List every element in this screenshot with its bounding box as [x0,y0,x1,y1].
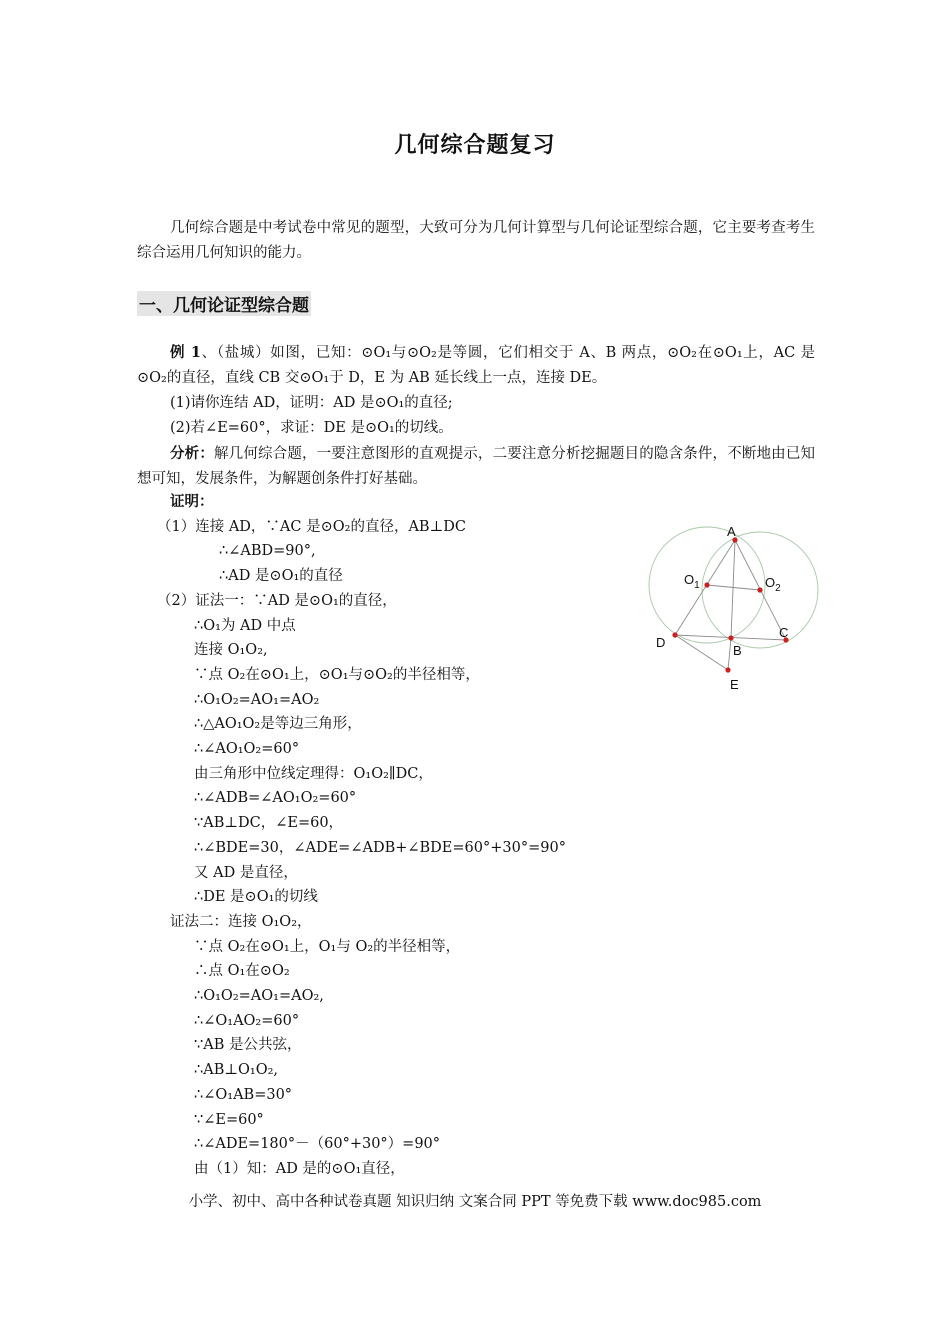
proof-line: ∵AB⊥DC，∠E=60， [194,815,344,832]
proof [137,490,657,1182]
proof-line: ∴O₁O₂=AO₁=AO₂, [194,988,324,1005]
segment-be [728,638,731,670]
page-title: 几何综合题复习 [394,133,556,158]
geometry-figure [640,518,830,698]
label-b: B [733,643,742,658]
proof-line: ∴∠ADE=180°－（60°+30°）=90° [194,1136,441,1153]
intro-paragraph: 几何综合题是中考试卷中常见的题型，大致可分为几何计算型与几何论证型综合题，它主要考查考生综合运用几何知识的能力。 [137,220,815,261]
footer: 小学、初中、高中各种试卷真题 知识归纳 文案合同 PPT 等免费下载 www.doc985.com [188,1194,762,1210]
proof-line: ∵AB 是公共弦， [194,1037,302,1054]
proof-line: ∴O₁为 AD 中点 [194,617,296,634]
label-o1: $O_1$ [684,572,700,591]
proof-line: ∵点 O₂在⊙O₁上，O₁与 O₂的半径相等， [194,938,461,955]
point-o2 [757,587,762,592]
example-1 [137,340,815,492]
segment-ab [731,540,735,638]
proof-line: ∴DE 是⊙O₁的切线 [194,889,318,906]
proof-line: ∵∠E=60° [194,1111,264,1128]
proof-line: ∴△AO₁O₂是等边三角形， [194,716,362,733]
proof-line: ∴∠O₁AB=30° [194,1086,293,1103]
question-1: (1)请你连结 AD，证明：AD 是⊙O₁的直径; [170,395,453,411]
proof-line: 又 AD 是直径， [194,864,298,881]
proof-line: 连接 O₁O₂, [194,642,268,659]
proof-line: （1）连接 AD，∵AC 是⊙O₂的直径，AB⊥DC [157,518,466,535]
point-d [672,632,677,637]
proof-line: ∵点 O₂在⊙O₁上，⊙O₁与⊙O₂的半径相等， [194,666,480,683]
segment-ad [675,540,735,635]
example-text: 、（盐城）如图，已知：⊙O₁与⊙O₂是等圆，它们相交于 A、B 两点，⊙O₂在⊙O₁上，AC 是⊙O₂的直径，直线 CB 交⊙O₁于 D，E 为 AB 延长线上一点，连接 DE。 [137,345,815,386]
analysis-label: 分析： [170,445,214,462]
proof-line: ∴∠ABD=90°, [219,543,316,560]
segment-de [675,635,728,670]
figure-segments [675,540,789,670]
point-e [725,667,730,672]
label-a: A [727,524,736,539]
proof-line: （2）证法一：∵AD 是⊙O₁的直径， [157,592,397,609]
figure-svg [640,518,830,698]
analysis-text: 解几何综合题，一要注意图形的直观提示，二要注意分析挖掘题目的隐含条件，不断地由已知想可知，发展条件，为解题创条件打好基础。 [137,446,816,487]
figure-points [672,537,788,672]
proof-line: ∴∠O₁AO₂=60° [194,1012,300,1029]
proof-line: 由三角形中位线定理得：O₁O₂∥DC， [194,765,433,782]
proof-label: 证明： [170,493,214,510]
label-d: D [656,635,666,650]
proof-line: ∴∠BDE=30，∠ADE=∠ADB+∠BDE=60°+30°=90° [194,839,566,856]
proof-line: 由（1）知：AD 是的⊙O₁直径， [194,1160,405,1177]
point-b [728,635,733,640]
label-c: C [779,625,789,640]
proof-line: ∴∠ADB=∠AO₁O₂=60° [194,790,357,807]
proof-line: ∴点 O₁在⊙O₂ [194,963,290,980]
proof-line: ∴AD 是⊙O₁的直径 [219,568,343,585]
section-heading: 一、几何论证型综合题 [137,291,311,316]
proof-line: ∴O₁O₂=AO₁=AO₂ [194,691,320,708]
question-2: (2)若∠E=60°，求证：DE 是⊙O₁的切线。 [170,420,453,436]
example-label: 例 1 [170,344,201,361]
proof-line: 证法二：连接 O₁O₂， [170,913,312,930]
label-e: E [730,677,739,692]
analysis [137,441,815,492]
example-statement [137,340,815,391]
proof-line: ∴∠AO₁O₂=60° [194,741,300,758]
point-o1 [704,582,709,587]
proof-line: ∴AB⊥O₁O₂, [194,1062,278,1079]
label-o2: $O_2$ [765,575,781,594]
